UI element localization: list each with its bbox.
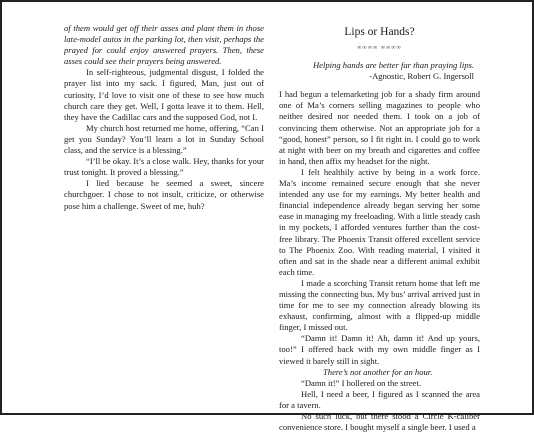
paragraph: “Damn it!” I hollered on the street. <box>301 377 422 388</box>
paragraph: I felt healthily active by being in a work force. Ma’s income remained secure enough that she never intended any use for my earnings. My better health and financial independence already began serving her some ease in managing my freeloading. With a little steady cash in my pockets, I afforded ventures further than the cost-free library. The Phoenix Transit offered excellent service to The Phoenix Zoo. With reading material, I visited it often and sat in the shade near a different animal exhibit each time. <box>279 166 480 277</box>
paragraph: “Damn it! Damn it! Ah, damn it! And up yours, too!” I offered back with my own middle finger as I viewed it barely still in sight. <box>279 333 480 366</box>
epigraph-author: -Agnostic, Robert G. Ingersoll <box>369 71 474 82</box>
paragraph: I had begun a telemarketing job for a shady firm around one of Ma’s corners selling magazines to people who neither desired nor needed them. I took on a job of convincing them otherwise. Not an appropriate job for a “good, honest” person, so I fit right in. I could go to work at night with beer on my breath and cigarettes and coffee in hand, then affix my headset for the night. <box>279 89 480 166</box>
paragraph: “I’ll be okay. It’s a close walk. Hey, thanks for your trust tonight. It proved a blessing.” <box>64 156 264 178</box>
left-page <box>64 23 264 434</box>
epigraph: Helping hands are better far than praying lips. <box>312 60 474 71</box>
paragraph: There’s not another for an hour. <box>323 366 433 377</box>
paragraph: I made a scorching Transit return home that left me missing the connecting bus. My bus’ arrival arrived just in time for me to see my connection already blowing its exhaust, confirming, almost with a flipped-up middle finger, I missed out. <box>279 277 480 333</box>
paragraph: Hell, I need a beer, I figured as I scanned the area for a tavern. <box>279 388 480 410</box>
paragraph: In self-righteous, judgmental disgust, I folded the prayer list into my sack. I figured, Man, just out of curiosity, I’d love to visit one of these to see how much church care they get. Well, I gotta leave it to them. Hell, they have the Cadillac cars and the supposed God, not I. <box>64 67 264 122</box>
chapter-title: Lips or Hands? <box>344 26 415 38</box>
paragraph: of them would get off their asses and plant them in those late-model autos in the parking lot, then visit, perhaps the prayed for could enjoy answered prayers. Then, these asses could see their prayers being answered. <box>64 23 264 67</box>
paragraph: No such luck, but there stood a Circle K-caliber convenience store. I bought myself a single beer. I used a <box>279 411 480 433</box>
paragraph: My church host returned me home, offering, “Can I get you Sunday? You’ll learn a lot in Sunday School class, and the service is a blessing.” <box>64 122 264 156</box>
ornament-divider: ∞∞∞∞ ∞∞∞∞ <box>357 45 402 51</box>
paragraph: I lied because he seemed a sweet, sincere churchgoer. I chose to not insult, criticize, or otherwise pose him a challenge. Sweet of me, huh? <box>64 178 264 211</box>
right-page <box>279 23 480 434</box>
